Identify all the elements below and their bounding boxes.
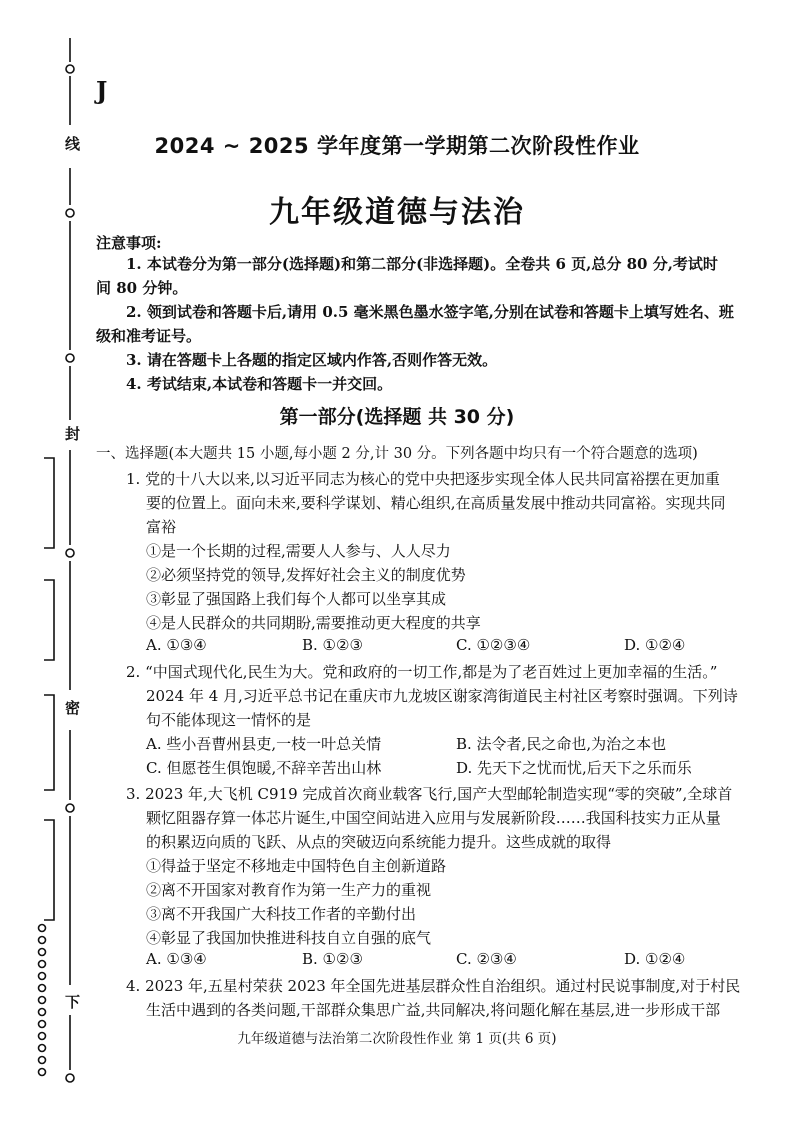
q2-option-a: A. 些小吾曹州县吏,一枝一叶总关情 [146, 735, 382, 753]
q4-stem-line: 4. 2023 年,五星村荣获 2023 年全国先进基层群众性自治组织。通过村民说事制度,对于村民 [126, 977, 741, 995]
q1-stem-line: 要的位置上。面向未来,要科学谋划、精心组织,在高质量发展中推动共同富裕。实现共同 [146, 494, 726, 512]
page-footer: 九年级道德与法治第二次阶段性作业 第 1 页(共 6 页) [237, 1031, 557, 1047]
q2-stem-line: 2. “中国式现代化,民生为大。党和政府的一切工作,都是为了老百姓过上更加幸福的生活。” [126, 663, 718, 681]
notice-line: 间 80 分钟。 [96, 279, 188, 297]
q3-option-c: C. ②③④ [456, 950, 517, 968]
q1-stem-line: 1. 党的十八大以来,以习近平同志为核心的党中央把逐步实现全体人民共同富裕摆在更加重 [126, 470, 720, 488]
notice-line: 4. 考试结束,本试卷和答题卡一并交回。 [126, 375, 393, 393]
binding-label-below: 下 [63, 994, 81, 1009]
q3-stem-line: 3. 2023 年,大飞机 C919 完成首次商业载客飞行,国产大型邮轮制造实现“零的突破”,全球首 [126, 785, 733, 803]
notice-heading: 注意事项: [96, 234, 162, 252]
q2-option-b: B. 法令者,民之命也,为治之本也 [456, 735, 667, 753]
q2-option-c: C. 但愿苍生俱饱暖,不辞辛苦出山林 [146, 759, 382, 777]
notice-line: 1. 本试卷分为第一部分(选择题)和第二部分(非选择题)。全卷共 6 页,总分 80 分,考试时 [126, 255, 718, 273]
q1-option-a: A. ①③④ [146, 636, 207, 654]
binding-margin-line [0, 0, 90, 1123]
binding-label-secret: 密 [63, 700, 81, 715]
part-heading: 第一部分(选择题 共 30 分) [279, 406, 515, 428]
section-intro: 一、选择题(本大题共 15 小题,每小题 2 分,计 30 分。下列各题中均只有一个符合题意的选项) [96, 446, 698, 462]
q2-stem-line: 句不能体现这一情怀的是 [146, 711, 312, 729]
q1-option-d: D. ①②④ [624, 636, 686, 654]
q1-option-c: C. ①②③④ [456, 636, 531, 654]
q1-statement: ①是一个长期的过程,需要人人参与、人人尽力 [146, 542, 451, 560]
q1-statement: ③彰显了强国路上我们每个人都可以坐享其成 [146, 590, 447, 608]
q1-option-b: B. ①②③ [302, 636, 363, 654]
q3-option-b: B. ①②③ [302, 950, 363, 968]
q2-stem-line: 2024 年 4 月,习近平总书记在重庆市九龙坡区谢家湾街道民主村社区考察时强调。下列诗 [146, 687, 738, 705]
exam-code: J [96, 76, 108, 105]
q4-stem-line: 生活中遇到的各类问题,干部群众集思广益,共同解决,将问题化解在基层,进一步形成干部 [146, 1001, 721, 1019]
q1-stem-line: 富裕 [146, 518, 177, 536]
q3-statement: ②离不开国家对教育作为第一生产力的重视 [146, 881, 432, 899]
binding-label-line: 线 [63, 136, 81, 151]
notice-line: 3. 请在答题卡上各题的指定区域内作答,否则作答无效。 [126, 351, 498, 369]
q3-option-a: A. ①③④ [146, 950, 207, 968]
q3-statement: ③离不开我国广大科技工作者的辛勤付出 [146, 905, 417, 923]
q1-statement: ②必须坚持党的领导,发挥好社会主义的制度优势 [146, 566, 466, 584]
q3-statement: ④彰显了我国加快推进科技自立自强的底气 [146, 929, 432, 947]
page-title: 九年级道德与法治 [269, 195, 525, 230]
q3-statement: ①得益于坚定不移地走中国特色自主创新道路 [146, 857, 447, 875]
q3-stem-line: 的积累迈向质的飞跃、从点的突破迈向系统能力提升。这些成就的取得 [146, 833, 612, 851]
exam-subtitle: 2024 ~ 2025 学年度第一学期第二次阶段性作业 [154, 134, 640, 158]
notice-line: 2. 领到试卷和答题卡后,请用 0.5 毫米黑色墨水签字笔,分别在试卷和答题卡上填写姓名、班 [126, 303, 734, 321]
q3-stem-line: 颗忆阻器存算一体芯片诞生,中国空间站进入应用与发展新阶段……我国科技实力正从量 [146, 809, 721, 827]
notice-line: 级和准考证号。 [96, 327, 202, 345]
q1-statement: ④是人民群众的共同期盼,需要推动更大程度的共享 [146, 614, 481, 632]
binding-label-seal: 封 [63, 426, 81, 441]
q2-option-d: D. 先天下之忧而忧,后天下之乐而乐 [456, 759, 692, 777]
q3-option-d: D. ①②④ [624, 950, 686, 968]
